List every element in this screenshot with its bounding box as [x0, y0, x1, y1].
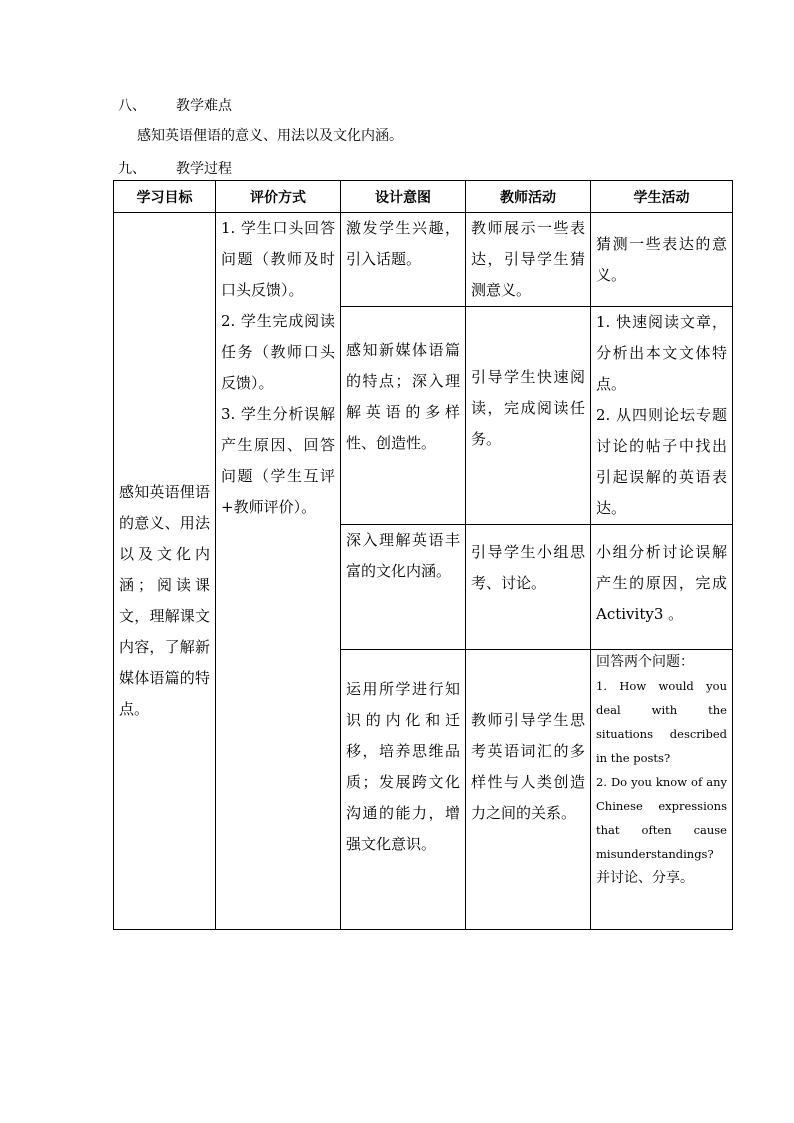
evaluation-cell	[216, 213, 341, 930]
goal-cell	[114, 213, 216, 930]
section-number: 八、	[118, 98, 146, 114]
design-cell: 运用所学进行知识的内化和迁移，培养思维品质；发展跨文化沟通的能力，增强文化意识。	[341, 650, 466, 930]
header-design: 设计意图	[341, 181, 466, 213]
goal-text: 感知英语俚语的意义、用法以及文化内涵；阅读课文，理解课文内容，了解新媒体语篇的特点。	[119, 483, 210, 718]
section-9-heading	[118, 160, 232, 178]
teacher-cell: 教师引导学生思考英语词汇的多样性与人类创造力之间的关系。	[466, 650, 591, 930]
student-cell: 猜测一些表达的意义。	[591, 213, 733, 307]
teacher-cell: 引导学生快速阅读，完成阅读任务。	[466, 307, 591, 525]
student-item: 1. 快速阅读文章，分析出本文文体特点。	[596, 313, 727, 393]
header-student: 学生活动	[591, 181, 733, 213]
evaluation-item: 2. 学生完成阅读任务（教师口头反馈）。	[221, 312, 335, 392]
header-goal: 学习目标	[114, 181, 216, 213]
section-title: 教学过程	[176, 161, 232, 177]
student-intro: 回答两个问题：	[596, 654, 694, 670]
table-header-row	[114, 181, 733, 213]
section-8-text: 感知英语俚语的意义、用法以及文化内涵。	[137, 128, 403, 144]
student-item: 2. 从四则论坛专题讨论的帖子中找出引起误解的英语表达。	[596, 406, 727, 517]
evaluation-item: 3. 学生分析误解产生原因、回答问题（学生互评+教师评价）。	[221, 405, 335, 516]
student-question-1: 1. How would you deal with the situations described in the posts?	[596, 679, 727, 765]
section-title: 教学难点	[176, 98, 232, 114]
design-cell: 感知新媒体语篇的特点；深入理解英语的多样性、创造性。	[341, 307, 466, 525]
design-cell: 深入理解英语丰富的文化内涵。	[341, 525, 466, 650]
table-row	[114, 213, 733, 307]
student-cell: 小组分析讨论误解产生的原因，完成 Activity3 。	[591, 525, 733, 650]
student-question-2: 2. Do you know of any Chinese expressions that often cause misunderstandings?	[596, 775, 727, 861]
student-cell	[591, 650, 733, 930]
teacher-cell: 引导学生小组思考、讨论。	[466, 525, 591, 650]
teaching-process-table	[113, 180, 733, 930]
section-number: 九、	[118, 161, 146, 177]
evaluation-item: 1. 学生口头回答问题（教师及时口头反馈）。	[221, 219, 335, 299]
student-cell	[591, 307, 733, 525]
student-outro: 并讨论、分享。	[596, 870, 694, 886]
section-8-heading	[118, 97, 232, 115]
design-cell: 激发学生兴趣，引入话题。	[341, 213, 466, 307]
header-teacher: 教师活动	[466, 181, 591, 213]
teacher-cell: 教师展示一些表达，引导学生猜测意义。	[466, 213, 591, 307]
header-evaluation: 评价方式	[216, 181, 341, 213]
